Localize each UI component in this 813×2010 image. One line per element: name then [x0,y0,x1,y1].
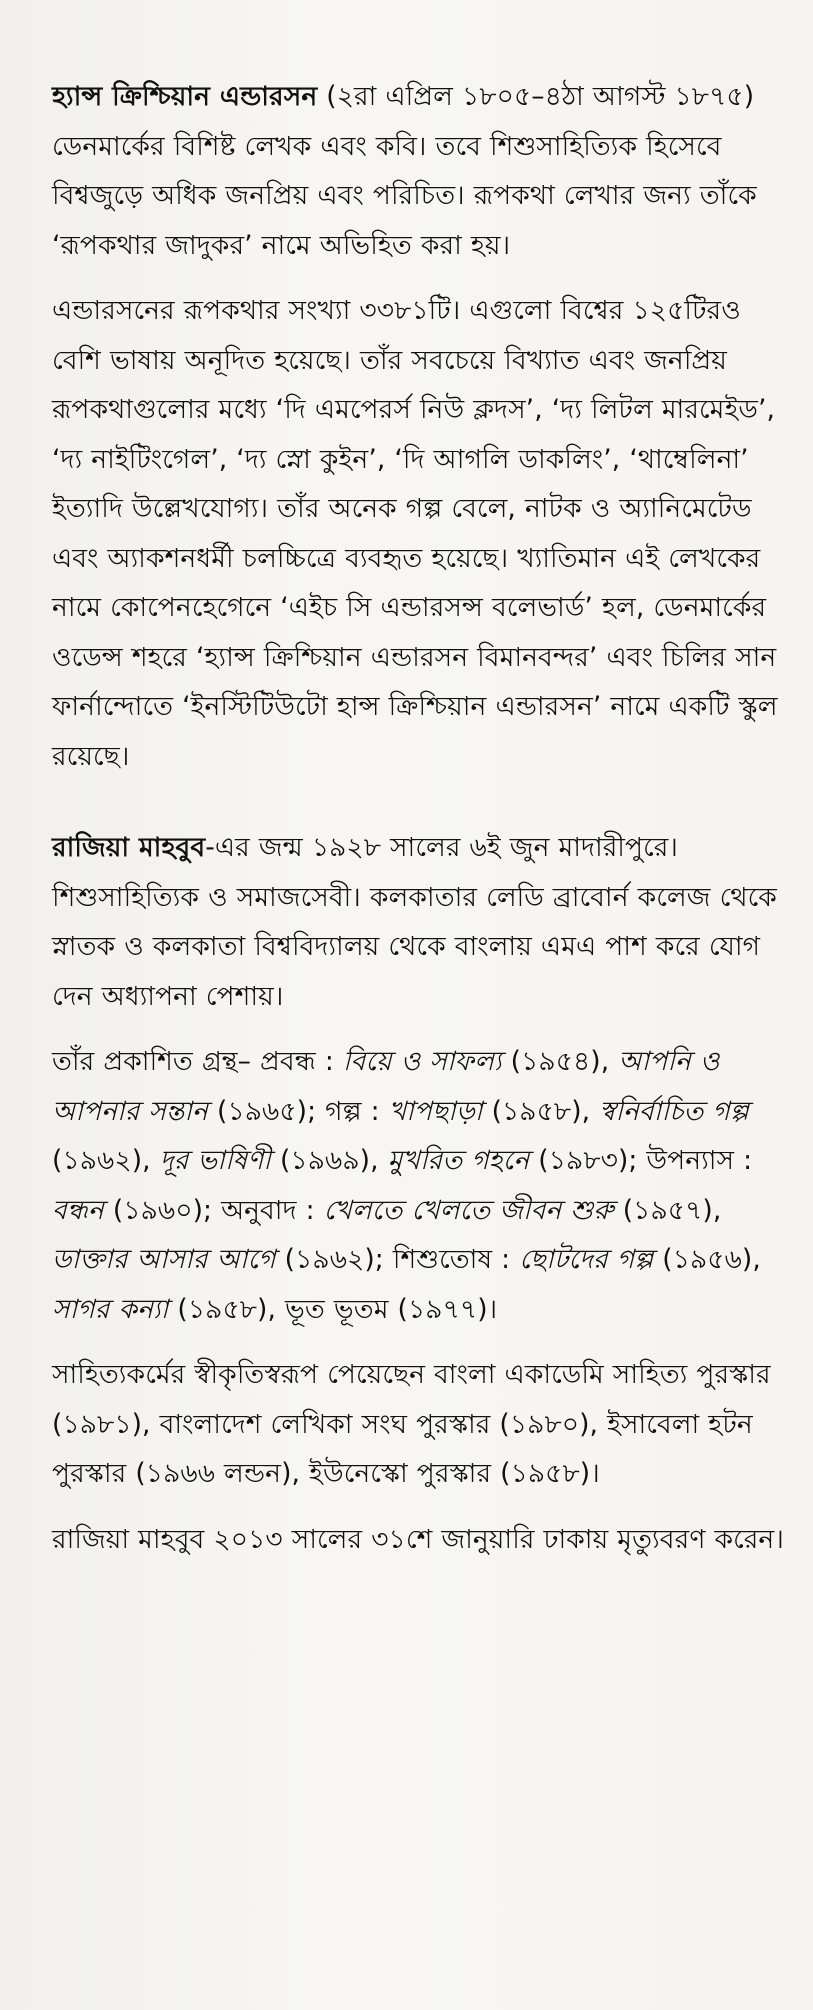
book-title: সাগর কন্যা [52,1293,169,1325]
books-lead: তাঁর প্রকাশিত গ্রন্থ– প্রবন্ধ : [52,1046,343,1077]
book-year: (১৯৬৯), [270,1145,388,1176]
book-title: ডাক্তার আসার আগে [52,1244,276,1275]
book-year: (১৯৫৬), [653,1244,761,1275]
book-title: ছোটদের গল্প [519,1244,654,1275]
razia-death-paragraph: রাজিয়া মাহবুব ২০১৩ সালের ৩১শে জানুয়ারি ঢাকায় মৃত্যুবরণ করেন। [52,1523,784,1555]
book-year: (১৯৮৩); উপন্যাস : [529,1145,753,1176]
book-year: (১৯৬৫); গল্প : [207,1095,389,1127]
book-year: (১৯৬২), [52,1145,160,1176]
book-title: দূর ভাষিণী [159,1145,271,1176]
razia-intro-paragraph [52,823,791,1021]
razia-books-paragraph [52,1037,791,1334]
book-year: (১৯৫৮), [482,1095,600,1127]
book-year: (১৯৫৭), [613,1194,722,1226]
book-title: খেলতে খেলতে জীবন শুরু [323,1194,614,1226]
book-year: (১৯৫৮), ভূত ভূতম (১৯৭৭)। [168,1293,498,1325]
book-title: বন্ধন [52,1194,104,1226]
book-year: (১৯৫৪), [501,1046,619,1077]
book-title: মুখরিত গহনে [387,1145,530,1176]
book-title: আপনি ও আপনার সন্তান [52,1046,720,1127]
book-title: বিয়ে ও সাফল্য [342,1046,502,1077]
razia-name: রাজিয়া মাহবুব [52,832,206,863]
book-year: (১৯৬০); অনুবাদ : [103,1194,324,1226]
andersen-intro-text: (২রা এপ্রিল ১৮০৫–৪ঠা আগস্ট ১৮৭৫) ডেনমার্কের বিশিষ্ট লেখক এবং কবি। তবে শিশুসাহিত্যিক হিসেবে বিশ্বজুড়ে অধিক জনপ্রিয় এবং পরিচিত। রূপকথা লেখার জন্য তাঁকে ‘রূপকথার জাদুকর’ নামে অভিহিত করা হয়। [52,81,757,261]
razia-intro-text: -এর জন্ম ১৯২৮ সালের ৬ই জুন মাদারীপুরে। শিশুসাহিত্যিক ও সমাজসেবী। কলকাতার লেডি ব্রাবোর্ন কলেজ থেকে স্নাতক ও কলকাতা বিশ্ববিদ্যালয় থেকে বাংলায় এমএ পাশ করে যোগ দেন অধ্যাপনা পেশায়। [52,832,777,1012]
book-year: (১৯৬২); শিশুতোষ : [275,1244,520,1275]
book-title: খাপছাড়া [388,1095,483,1127]
andersen-name: হ্যান্স ক্রিশ্চিয়ান এন্ডারসন [52,81,318,112]
book-title: স্বনির্বাচিত গল্প [599,1095,749,1127]
andersen-intro-paragraph [52,72,791,270]
razia-awards-paragraph: সাহিত্যকর্মের স্বীকৃতিস্বরূপ পেয়েছেন বাংলা একাডেমি সাহিত্য পুরস্কার (১৯৮১), বাংলাদেশ লেখিকা সংঘ পুরস্কার (১৯৮০), ইসাবেলা হটন পুরস্কার (১৯৬৬ লন্ডন), ইউনেস্কো পুরস্কার (১৯৫৮)। [52,1359,771,1489]
andersen-works-paragraph: এন্ডারসনের রূপকথার সংখ্যা ৩৩৮১টি। এগুলো বিশ্বের ১২৫টিরও বেশি ভাষায় অনূদিত হয়েছে। তাঁর সবচেয়ে বিখ্যাত এবং জনপ্রিয় রূপকথাগুলোর মধ্যে ‘দি এমপেরর্স নিউ ক্লদস’, ‘দ্য লিটল মারমেইড’, ‘দ্য নাইটিংগেল’, ‘দ্য স্নো কুইন’, ‘দি আগলি ডাকলিং’, ‘থাম্বেলিনা’ ইত্যাদি উল্লেখযোগ্য। তাঁর অনেক গল্প বেলে, নাটক ও অ্যানিমেটেড এবং অ্যাকশনধর্মী চলচ্চিত্রে ব্যবহৃত হয়েছে। খ্যাতিমান এই লেখকের নামে কোপেনহেগেনে ‘এইচ সি এন্ডারসন্স বলেভার্ড’ হল, ডেনমার্কের ওডেন্স শহরে ‘হ্যান্স ক্রিশ্চিয়ান এন্ডারসন বিমানবন্দর’ এবং চিলির সান ফার্নান্দোতে ‘ইনস্টিটিউটো হান্স ক্রিশ্চিয়ান এন্ডারসন’ নামে একটি স্কুল রয়েছে। [52,295,778,772]
